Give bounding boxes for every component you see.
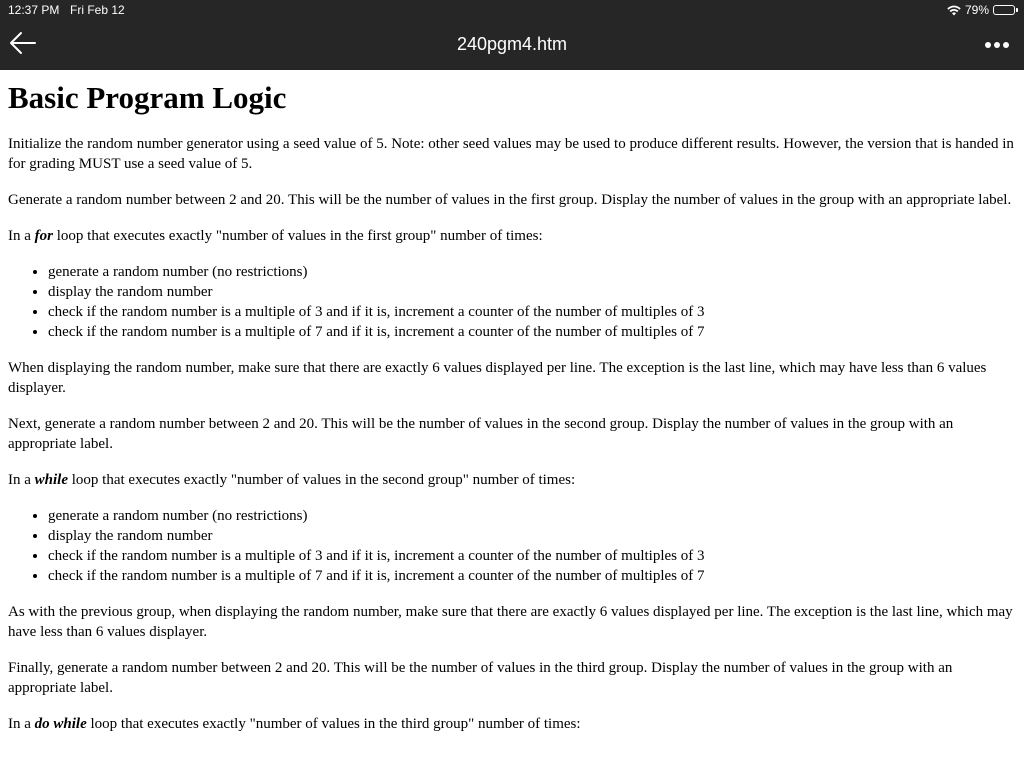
text: In a — [8, 228, 35, 244]
text: loop that executes exactly "number of values in the third group" number of times: — [86, 716, 581, 732]
paragraph-display-rule: When displaying the random number, make sure that there are exactly 6 values displayed per line. The exception is the last line, which may have less than 6 values displayer. — [8, 360, 987, 396]
list-for-loop-steps — [8, 262, 1018, 342]
document-content — [8, 70, 1018, 768]
battery-percent: 79% — [964, 3, 989, 17]
page-title: 240pgm4.htm — [456, 34, 568, 54]
more-dots-icon — [1003, 42, 1009, 48]
list-item: • display the random number — [48, 282, 1018, 302]
text: In a — [8, 716, 35, 732]
status-bar — [0, 0, 1024, 20]
paragraph-display-rule-2: As with the previous group, when displaying the random number, make sure that there are exactly 6 values displayed per line. The exception is the last line, which may have less than 6 values displayer. — [8, 604, 1013, 640]
paragraph-while-loop — [8, 470, 1018, 490]
more-dots-icon — [985, 42, 991, 48]
paragraph-second-group: Next, generate a random number between 2 and 20. This will be the number of values in the second group. Display the number of values in the group with an appropriate label. — [8, 416, 954, 452]
status-indicators — [947, 2, 1018, 18]
text: loop that executes exactly "number of values in the first group" number of times: — [53, 228, 543, 244]
document-title: Basic Program Logic — [8, 80, 287, 115]
list-item: • display the random number — [48, 526, 1018, 546]
back-button[interactable] — [6, 30, 40, 60]
paragraph-seed: Initialize the random number generator using a seed value of 5. Note: other seed values may be used to produce different results. However, the version that is handed in for grading MUST use a seed value of 5. — [8, 136, 1014, 172]
paragraph-third-group: Finally, generate a random number between 2 and 20. This will be the number of values in the third group. Display the number of values in the group with an appropriate label. — [8, 660, 953, 696]
status-time: 12:37 PM — [8, 3, 60, 17]
paragraph-first-group: Generate a random number between 2 and 20. This will be the number of values in the first group. Display the number of values in the group with an appropriate label. — [8, 192, 1012, 208]
list-item: • check if the random number is a multiple of 7 and if it is, increment a counter of the number of multiples of 7 — [48, 566, 1018, 586]
list-item: • generate a random number (no restrictions) — [48, 506, 1018, 526]
list-item: • check if the random number is a multiple of 3 and if it is, increment a counter of the number of multiples of 3 — [48, 546, 1018, 566]
wifi-icon — [947, 5, 961, 16]
list-while-loop-steps — [8, 506, 1018, 586]
text: In a — [8, 472, 35, 488]
list-item: • generate a random number (no restrictions) — [48, 262, 1018, 282]
list-item: • check if the random number is a multiple of 7 and if it is, increment a counter of the number of multiples of 7 — [48, 322, 1018, 342]
keyword-for: for — [34, 228, 53, 244]
status-date: Fri Feb 12 — [70, 3, 125, 17]
keyword-do-while: do while — [34, 716, 87, 732]
more-dots-icon — [994, 42, 1000, 48]
paragraph-do-while-loop — [8, 714, 1018, 734]
battery-icon — [993, 5, 1018, 15]
nav-bar — [0, 20, 1024, 70]
text: loop that executes exactly "number of values in the second group" number of times: — [68, 472, 576, 488]
arrow-left-icon — [9, 31, 37, 60]
keyword-while: while — [34, 472, 68, 488]
list-item: • check if the random number is a multiple of 3 and if it is, increment a counter of the number of multiples of 3 — [48, 302, 1018, 322]
paragraph-for-loop — [8, 226, 1018, 246]
more-button[interactable] — [982, 32, 1012, 58]
